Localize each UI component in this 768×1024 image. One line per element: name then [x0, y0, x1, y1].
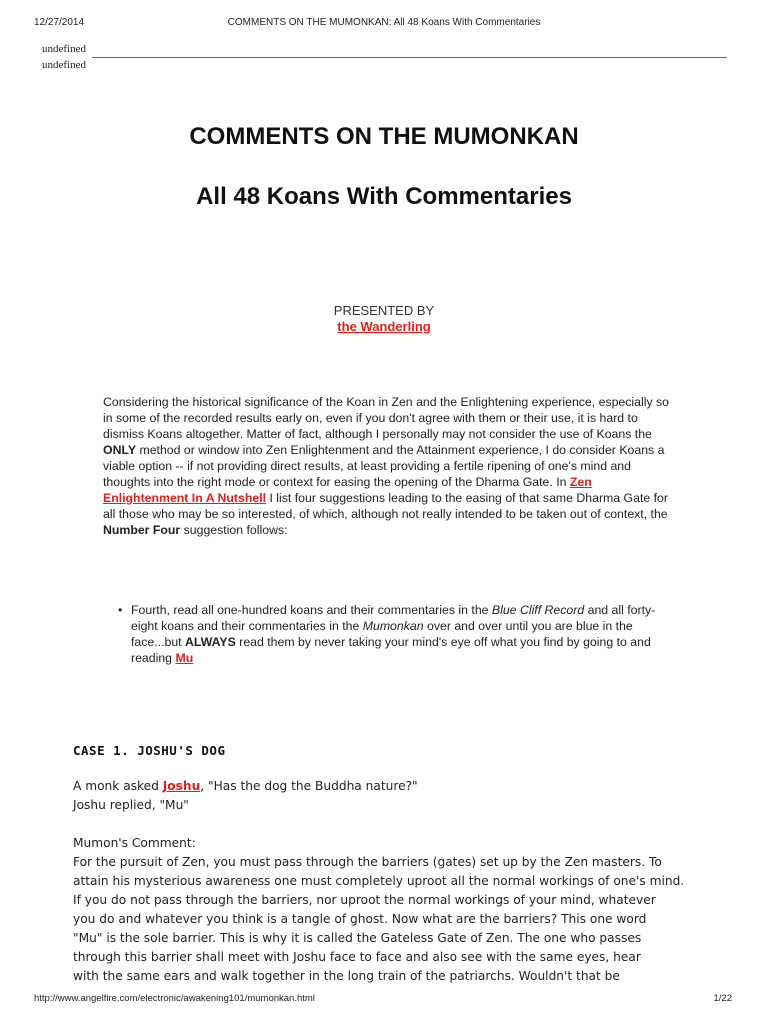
intro-emphasis: Number Four: [103, 523, 181, 537]
list-text: Fourth, read all one-hundred koans and their commentaries in the: [131, 603, 492, 617]
author-link[interactable]: the Wanderling: [337, 319, 431, 334]
case-heading: CASE 1. JOSHU'S DOG: [73, 743, 226, 758]
comment-line: with the same ears and walk together in the long train of the patriarchs. Wouldn't that be: [73, 969, 620, 983]
comment-line: you do and whatever you think is a tangle of ghost. Now what are the barriers? This one word: [73, 912, 647, 926]
comment-line: through this barrier shall meet with Joshu face to face and also see with the same eyes, hear: [73, 950, 641, 964]
list-item: [103, 602, 673, 666]
comment-label: Mumon's Comment:: [73, 836, 196, 850]
suggestion-list: [103, 602, 673, 666]
comment-line: For the pursuit of Zen, you must pass through the barriers (gates) set up by the Zen masters. To: [73, 855, 662, 869]
page-subtitle: All 48 Koans With Commentaries: [196, 183, 572, 210]
page-title: COMMENTS ON THE MUMONKAN: [189, 123, 579, 150]
print-url: http://www.angelfire.com/electronic/awakening101/mumonkan.html: [34, 993, 315, 1004]
case-text: A monk asked: [73, 779, 163, 793]
case-body: [73, 777, 733, 986]
mu-link[interactable]: Mu: [175, 651, 194, 665]
book-title: Blue Cliff Record: [491, 603, 585, 617]
joshu-link[interactable]: Joshu: [162, 779, 201, 793]
horizontal-rule: [92, 57, 727, 58]
print-date: 12/27/2014: [34, 17, 85, 28]
intro-paragraph: [103, 394, 673, 538]
case-question: [73, 777, 733, 796]
case-reply: Joshu replied, "Mu": [73, 798, 189, 812]
comment-line: attain his mysterious awareness one must completely uproot all the normal workings of one's mind.: [73, 874, 685, 888]
bullet-dot-icon: •: [118, 603, 123, 617]
presented-by-label: PRESENTED BY: [333, 303, 435, 318]
intro-text: suggestion follows:: [180, 523, 288, 537]
list-text: over and over until you are blue in the face...but: [131, 619, 633, 649]
intro-text: method or window into Zen Enlightenment and the Attainment experience, I do consider Koans a viable option -- if not providing direct results, at least providing a fertile ripening of one's mind and thoughts into the right mode or context for easing the opening of the Dharma Gate. In: [103, 443, 665, 489]
print-page-title: COMMENTS ON THE MUMONKAN: All 48 Koans With Commentaries: [227, 17, 541, 28]
zen-nutshell-link[interactable]: Zen Enlightenment In A Nutshell: [103, 475, 592, 505]
page-number: 1/22: [713, 993, 732, 1004]
comment-line: If you do not pass through the barriers, nor uproot the normal workings of your mind, whatever: [73, 893, 656, 907]
intro-text: Considering the historical significance of the Koan in Zen and the Enlightening experience, especially so in some of the recorded results early on, even if you don't agree with them or their use, it is hard to dismiss Koans altogether. Matter of fact, although I personally may not consider the use of Koans the: [103, 395, 670, 441]
intro-text: I list four suggestions leading to the easing of that same Dharma Gate for all those who may be so interested, of which, although not really intended to be taken out of context, the: [103, 491, 668, 521]
case-text: , "Has the dog the Buddha nature?": [200, 779, 418, 793]
intro-emphasis: ONLY: [103, 443, 137, 457]
placeholder-text: undefined: [42, 59, 86, 71]
placeholder-text: undefined: [42, 43, 86, 55]
list-emphasis: ALWAYS: [185, 635, 236, 649]
book-title: Mumonkan: [362, 619, 424, 633]
comment-line: "Mu" is the sole barrier. This is why it is called the Gateless Gate of Zen. The one who passes: [73, 931, 642, 945]
list-text: and all forty-eight koans and their commentaries in the: [131, 603, 656, 633]
list-text: read them by never taking your mind's eye off what you find by going to and reading: [131, 635, 651, 665]
